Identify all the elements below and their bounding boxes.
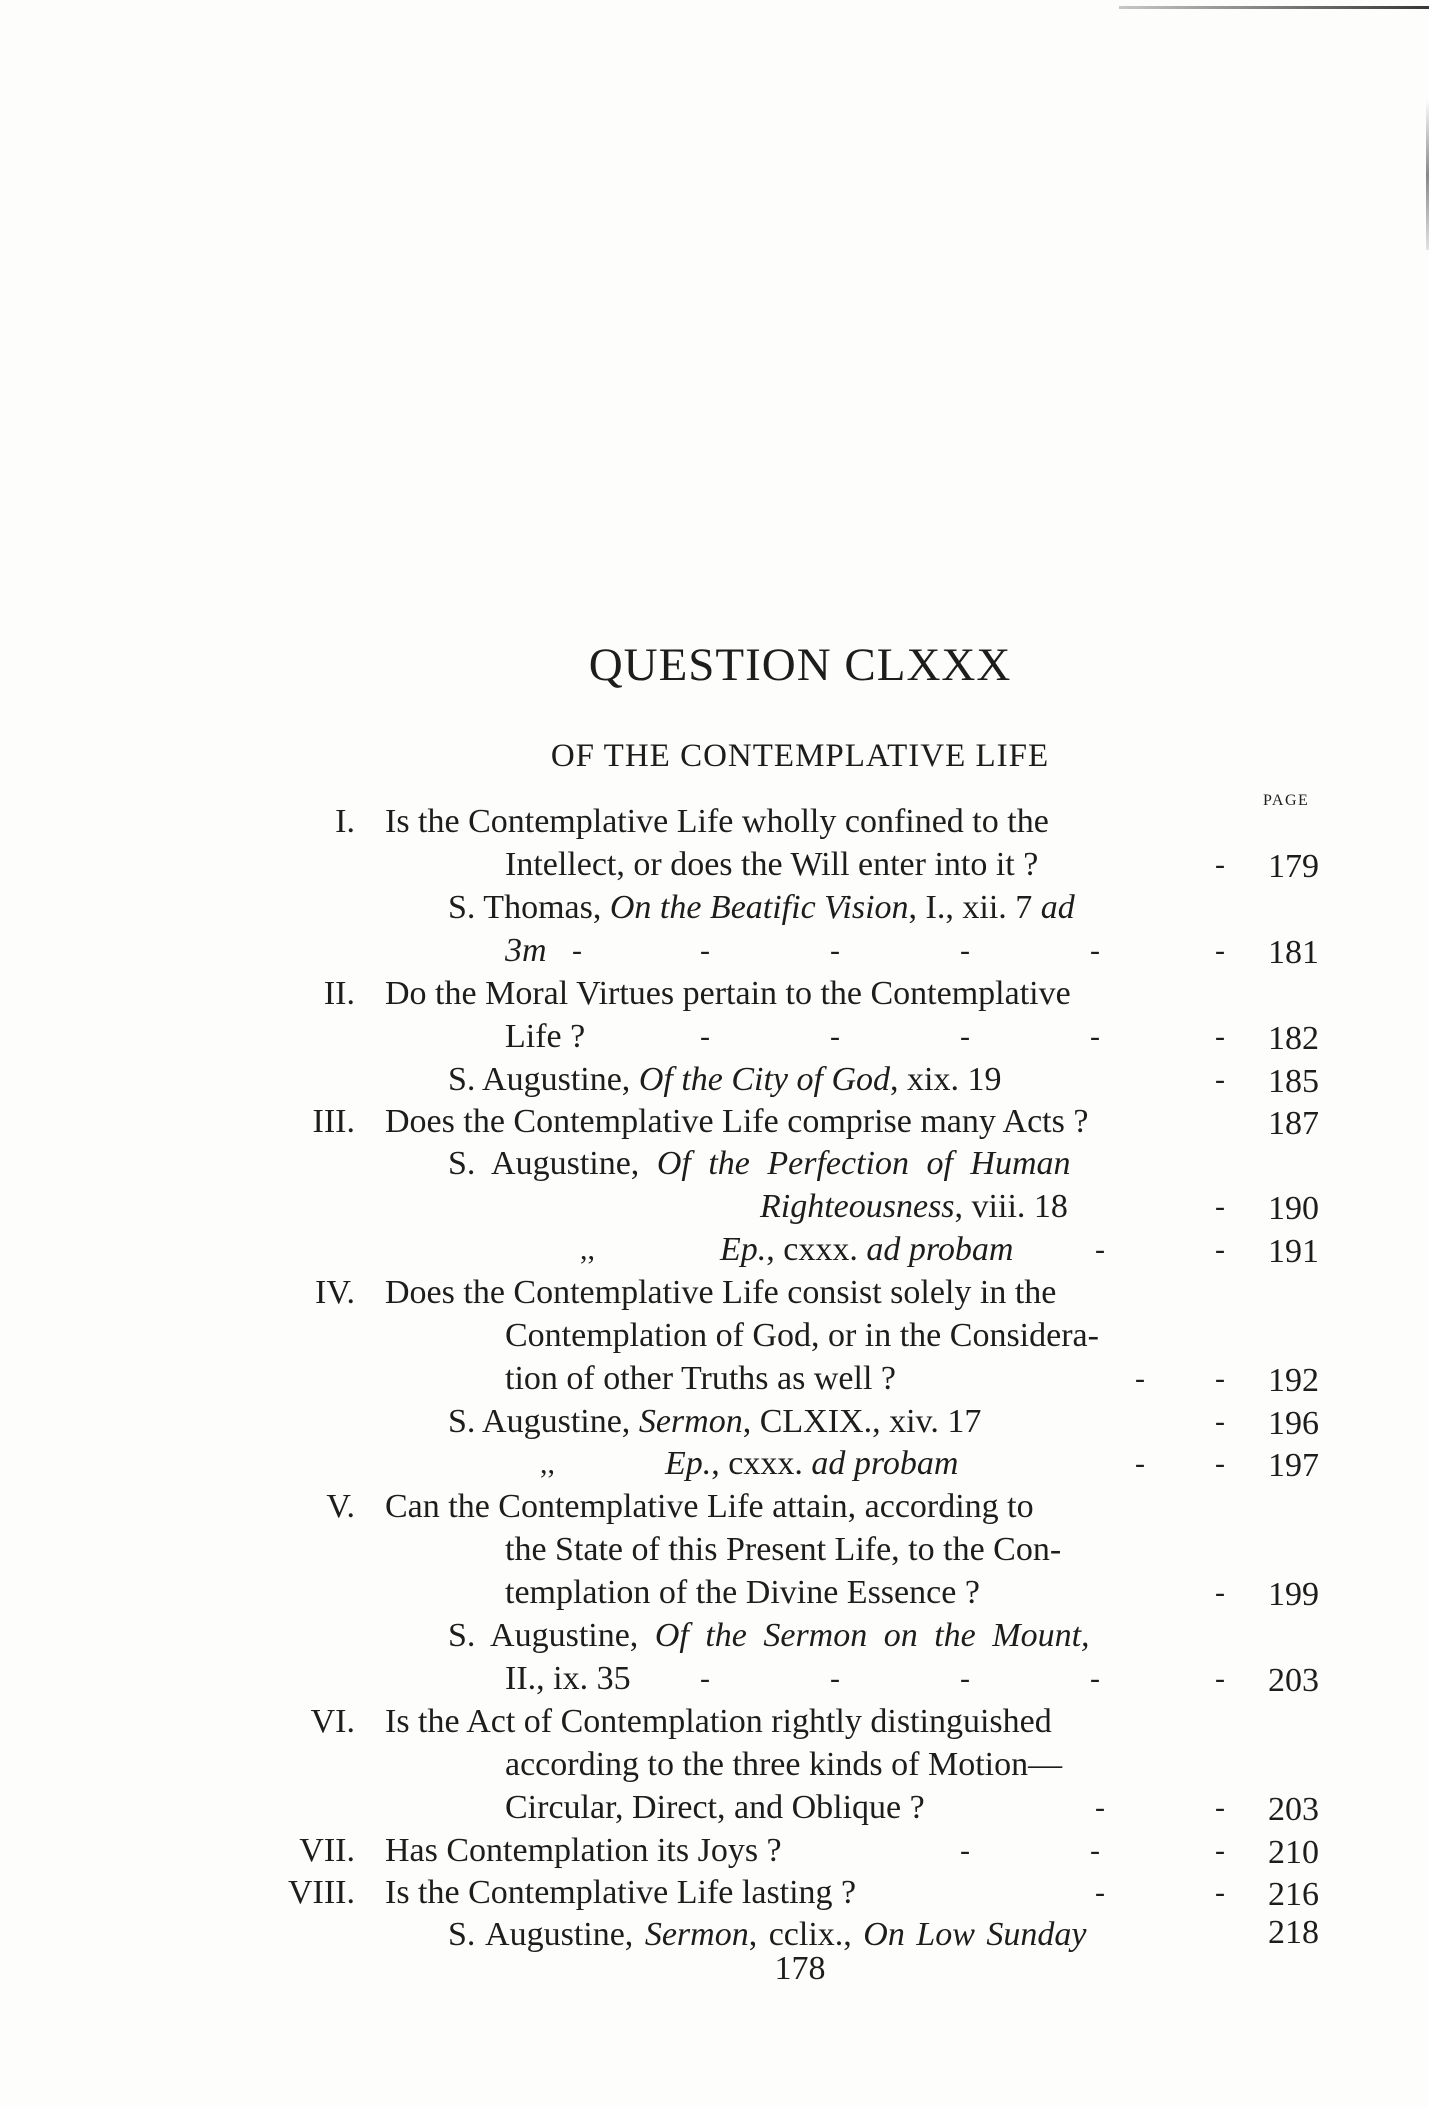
leader-dash: - [1215,934,1225,967]
leader-dash: - [1095,1876,1105,1909]
leader-dash: - [830,1662,840,1695]
page-number: 210 [1268,1834,1319,1871]
page-number: 182 [1268,1020,1319,1057]
article-text: Is the Contemplative Life wholly confined to the [385,803,1049,840]
source-citation: S. Thomas, On the Beatific Vision, I., xii. 7 ad [448,889,1075,926]
leader-dash: - [960,1834,970,1867]
leader-dash: - [1090,1834,1100,1867]
leader-dash: - [1215,1834,1225,1867]
article-text: the State of this Present Life, to the Con- [505,1531,1062,1568]
article-text: Is the Act of Contemplation rightly distinguished [385,1703,1052,1740]
page-number: 185 [1268,1063,1319,1100]
source-citation: Ep., cxxx. ad probam [720,1231,1014,1268]
article-text: Is the Contemplative Life lasting ? [385,1874,857,1911]
page-number: 187 [1268,1105,1319,1142]
leader-dash: - [700,934,710,967]
source-citation: Ep., cxxx. ad probam [665,1445,959,1482]
article-number: I. [335,803,355,840]
article-text: templation of the Divine Essence ? [505,1574,980,1611]
ditto-mark: ,, [580,1233,595,1266]
page-number: 191 [1268,1233,1319,1270]
leader-dash: - [1215,1020,1225,1053]
source-citation: S. Augustine, Sermon, CLXIX., xiv. 17 [448,1403,982,1440]
source-citation-cont: II., ix. 35 [505,1660,631,1697]
leader-dash: - [1215,1576,1225,1609]
source-citation: S. Augustine, Of the Perfection of Human [448,1145,1071,1182]
article-text: according to the three kinds of Motion— [505,1746,1063,1783]
page-number: 179 [1268,848,1319,885]
leader-dash: - [1090,1662,1100,1695]
leader-dash: - [1090,934,1100,967]
article-number: VI. [310,1703,355,1740]
article-text: Intellect, or does the Will enter into it ? [505,846,1039,883]
article-number: II. [323,975,355,1012]
page-number: 203 [1268,1662,1319,1699]
article-text: Contemplation of God, or in the Considera- [505,1317,1099,1354]
page-number: 181 [1268,934,1319,971]
scan-edge-line [1119,6,1429,9]
page-number: 197 [1268,1447,1319,1484]
article-text: tion of other Truths as well ? [505,1360,896,1397]
leader-dash: - [1090,1020,1100,1053]
page-number: 216 [1268,1876,1319,1913]
page-number: 192 [1268,1362,1319,1399]
page-column-label: PAGE [1263,792,1310,809]
ditto-mark: ,, [540,1447,555,1480]
leader-dash: - [1215,1662,1225,1695]
leader-dash: - [1215,1233,1225,1266]
article-text: Does the Contemplative Life comprise many Acts ? [385,1103,1089,1140]
page-number: 190 [1268,1190,1319,1227]
article-text: Can the Contemplative Life attain, according to [385,1488,1034,1525]
leader-dash: - [960,1020,970,1053]
leader-dash: - [1215,1876,1225,1909]
article-text: Circular, Direct, and Oblique ? [505,1789,925,1826]
leader-dash: - [830,1020,840,1053]
article-number: III. [312,1103,355,1140]
page-number: 203 [1268,1791,1319,1828]
page-number: 196 [1268,1405,1319,1442]
article-number: VII. [299,1832,355,1869]
article-text: Do the Moral Virtues pertain to the Contemplative [385,975,1071,1012]
page-number: 218 [1268,1914,1319,1951]
leader-dash: - [700,1662,710,1695]
leader-dash: - [960,1662,970,1695]
source-citation: S. Augustine, Sermon, cclix., On Low Sunday [448,1916,1087,1953]
source-citation-cont: Righteousness, viii. 18 [760,1188,1068,1225]
article-text: Life ? [505,1018,586,1055]
leader-dash: - [1215,1190,1225,1223]
article-number: IV. [315,1274,355,1311]
leader-dash: - [830,934,840,967]
leader-dash: - [1215,1362,1225,1395]
page-number: 199 [1268,1576,1319,1613]
leader-dash: - [960,934,970,967]
leader-dash: - [1215,848,1225,881]
leader-dash: - [700,1020,710,1053]
question-subtitle: OF THE CONTEMPLATIVE LIFE [550,738,1050,774]
leader-dash: - [572,934,582,967]
leader-dash: - [1215,1063,1225,1096]
article-text: Does the Contemplative Life consist solely in the [385,1274,1057,1311]
leader-dash: - [1095,1233,1105,1266]
source-citation: S. Augustine, Of the Sermon on the Mount, [448,1617,1090,1654]
source-citation-cont: 3m [505,932,547,969]
leader-dash: - [1135,1447,1145,1480]
article-number: VIII. [287,1874,355,1911]
leader-dash: - [1215,1447,1225,1480]
source-citation: S. Augustine, Of the City of God, xix. 19 [448,1061,1002,1098]
article-text: Has Contemplation its Joys ? [385,1832,782,1869]
leader-dash: - [1135,1362,1145,1395]
leader-dash: - [1215,1405,1225,1438]
article-number: V. [326,1488,355,1525]
question-title: QUESTION CLXXX [588,639,1012,691]
leader-dash: - [1215,1791,1225,1824]
leader-dash: - [1095,1791,1105,1824]
folio-number: 178 [774,1950,826,1987]
